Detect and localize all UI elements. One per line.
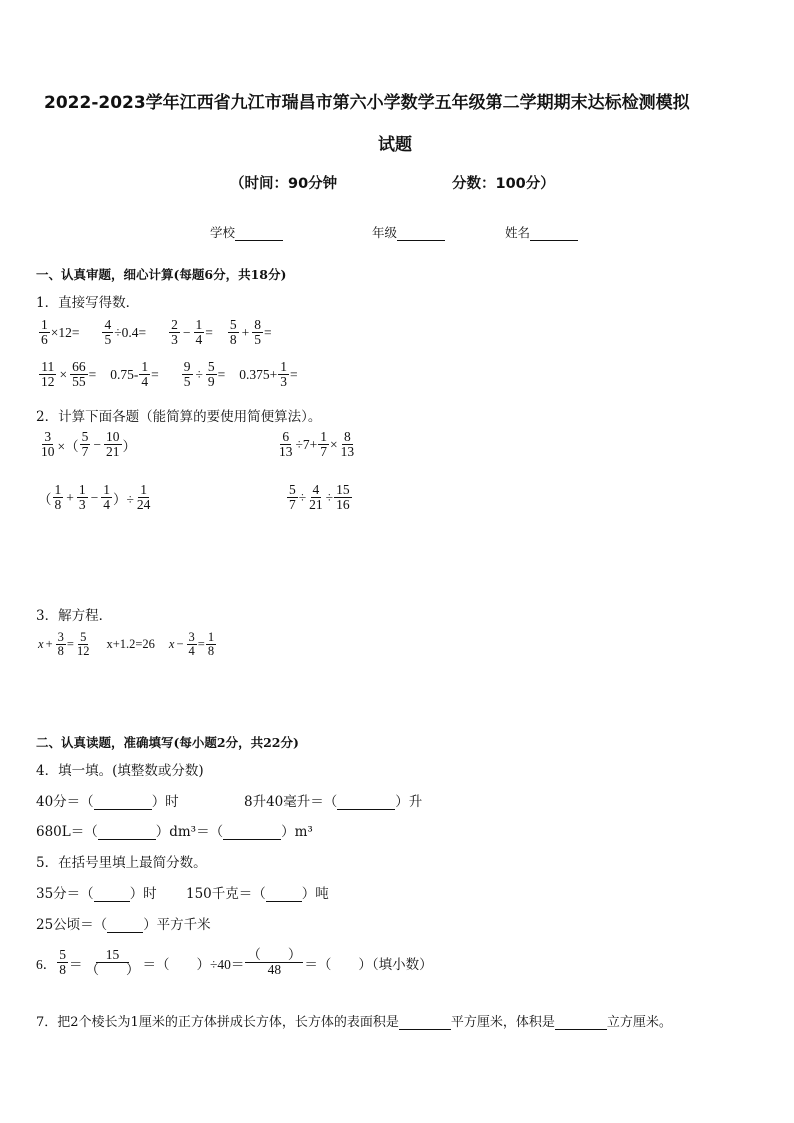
answer-blank[interactable]: [94, 809, 152, 810]
page-title-line2: 试题: [378, 135, 412, 155]
q2-expr-1: $\frac{3}{10}$ ×（ 5 7 − $\frac{10}{21}$ ）: [41, 429, 136, 460]
q5-item-2: 150千克＝（ ）吨: [186, 886, 329, 902]
fraction: $\frac{1}{6}$: [41, 317, 48, 348]
fraction: $\frac{8}{5}$: [254, 317, 262, 348]
question-5: 5．在括号里填上最简分数。: [36, 855, 207, 871]
answer-blank[interactable]: [107, 932, 143, 933]
fraction: $\frac{5}{7}$: [289, 482, 296, 513]
fraction: $\frac{3}{4}$: [188, 630, 195, 659]
section2-heading: 二、认真读题，准确填写(每小题2分，共22分): [36, 735, 299, 750]
fraction: $\frac{1}{24}$: [136, 482, 151, 513]
exam-score: 分数：100分）: [452, 176, 555, 192]
fraction: $\frac{10}{21}$: [106, 429, 120, 460]
question-7: 7．把2个棱长为1厘米的正方体拼成长方体，长方体的表面积是 平方厘米，体积是 立方厘米。: [36, 1015, 672, 1030]
question-3: 3．解方程．: [36, 608, 113, 624]
fraction: $\frac{1}{3}$: [78, 482, 86, 513]
name-label: 姓名: [505, 225, 531, 240]
answer-blank[interactable]: [94, 901, 130, 902]
school-field[interactable]: [210, 223, 283, 241]
fraction: （ ） 48: [247, 947, 302, 978]
fraction: $\frac{3}{10}$: [41, 429, 55, 460]
fraction: $\frac{15}{16}$: [336, 482, 350, 513]
q5-item-1: 35分＝（ ）时: [36, 886, 157, 902]
question-4: 4．填一填。(填整数或分数): [36, 763, 204, 779]
name-field[interactable]: [505, 223, 578, 241]
fraction: $\frac{4}{21}$: [309, 482, 323, 513]
school-label: 学校: [210, 225, 236, 240]
answer-blank[interactable]: [98, 839, 156, 840]
fraction: $\frac{66}{55}$: [72, 359, 86, 390]
answer-blank[interactable]: （ ）: [247, 947, 302, 962]
q5-item-3: 25公顷＝（ ）平方千米: [36, 917, 211, 933]
q1-row2: $\frac{11}{12}$ × $\frac{66}{55}$ = 0.75- $\frac{1}{4}$ = $\frac{9}{5}$ ÷ $\frac{5}{9}$ = 0.375+ $\frac{1}{3}$ =: [41, 359, 298, 390]
fraction: $\frac{1}{3}$: [280, 359, 288, 390]
q4-item-2: 8升40毫升＝（ ）升: [244, 794, 423, 810]
q4-item-1: 40分＝（ ）时: [36, 794, 179, 810]
fraction: 1 8: [54, 482, 62, 513]
page-title: 2022-2023学年江西省九江市瑞昌市第六小学数学五年级第二学期期末达标检测模拟: [44, 93, 690, 113]
fraction: $\frac{3}{8}$: [57, 630, 64, 659]
fraction: $\frac{5}{12}$: [76, 630, 90, 659]
fraction: $\frac{8}{13}$: [340, 429, 355, 460]
exam-time: （时间：90分钟: [230, 176, 338, 192]
question-2: 2．计算下面各题（能简算的要使用简便算法）。: [36, 409, 322, 425]
fraction: $\frac{1}{4}$: [195, 317, 203, 348]
fraction: 2 3: [171, 317, 178, 348]
fraction: $\frac{1}{7}$: [320, 429, 328, 460]
answer-blank[interactable]: [266, 901, 302, 902]
question-6: 6． 5 8 ＝ 15 （ ） ＝（ ）÷40＝ （ ） 48 ＝（ ）（填小数）: [36, 947, 433, 978]
grade-field[interactable]: [372, 223, 445, 241]
q2-expr-3: （ 1 8 + $\frac{1}{3}$ − $\frac{1}{4}$ ）÷ $\frac{1}{24}$: [38, 482, 151, 513]
fraction: $\frac{1}{8}$: [207, 630, 215, 659]
grade-label: 年级: [372, 225, 398, 240]
fraction: 5 8: [229, 317, 237, 348]
question-1: 1．直接写得数．: [36, 295, 140, 311]
answer-blank[interactable]: [399, 1029, 451, 1030]
fraction: $\frac{1}{4}$: [103, 482, 110, 513]
answer-blank[interactable]: （ ）: [85, 962, 140, 978]
answer-blank[interactable]: [555, 1029, 607, 1030]
answer-blank[interactable]: [337, 809, 395, 810]
fraction: $\frac{4}{5}$: [104, 317, 112, 348]
q1-row1: $\frac{1}{6}$ ×12= $\frac{4}{5}$ ÷0.4= 2 3 − $\frac{1}{4}$ = 5 8 + $\frac{8}{5}$ =: [41, 317, 272, 348]
fraction: 5 7: [81, 429, 89, 460]
answer-blank[interactable]: [223, 839, 281, 840]
q3-equations: x + $\frac{3}{8}$ = $\frac{5}{12}$ x+1.2=26 x − $\frac{3}{4}$ = $\frac{1}{8}$: [38, 630, 215, 659]
section1-heading: 一、认真审题，细心计算(每题6分，共18分): [36, 267, 287, 282]
fraction: 15 （ ）: [85, 947, 140, 978]
fraction: $\frac{1}{4}$: [141, 359, 149, 390]
q2-expr-4: $\frac{5}{7}$ ÷ $\frac{4}{21}$ ÷ $\frac{15}{16}$: [289, 482, 350, 513]
fraction: $\frac{6}{13}$: [279, 429, 293, 460]
q4-item-3: 680L＝（ ）dm³＝（ ）m³: [36, 824, 313, 840]
q2-expr-2: $\frac{6}{13}$ ÷7+ $\frac{1}{7}$ × $\frac{8}{13}$: [279, 429, 355, 460]
fraction: $\frac{11}{12}$: [41, 359, 55, 390]
fraction: $\frac{5}{9}$: [207, 359, 215, 390]
fraction: 5 8: [59, 947, 66, 978]
fraction: $\frac{9}{5}$: [183, 359, 191, 390]
